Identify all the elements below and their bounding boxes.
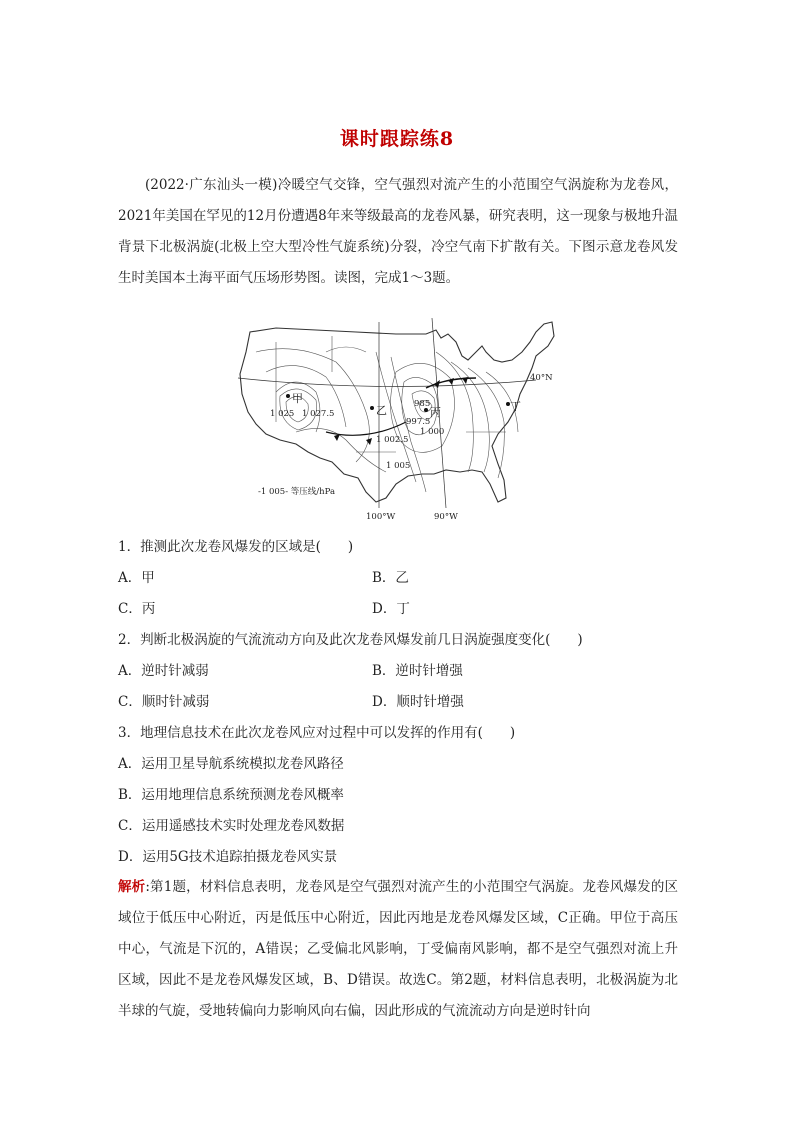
question-3-option-a[interactable]: A．运用卫星导航系统模拟龙卷风路径 [118,756,344,772]
intro-paragraph: (2022·广东汕头一模)冷暖空气交锋，空气强烈对流产生的小范围空气涡旋称为龙卷风，2021年美国在罕见的12月份遭遇8年来等级最高的龙卷风暴，研究表明，这一现象与极地升温背景下北极涡旋(北极上空大型冷性气旋系统)分裂，冷空气南下扩散有关。下图示意龙卷风发生时美国本土海平面气压场形势图。读图，完成1～3题。 [118,177,678,286]
lon-100w-label: 100°W [366,512,396,522]
label-jia: 甲 [292,392,303,405]
isobar-1005: 1 005 [386,461,411,471]
question-2-stem: 2．判断北极涡旋的气流流动方向及此次龙卷风爆发前几日涡旋强度变化( ) [118,632,583,648]
question-2-option-a[interactable]: A．逆时针减弱 [118,663,209,679]
question-1-option-a[interactable]: A．甲 [118,570,155,586]
map-legend: -1 005- 等压线/hPa [258,487,336,497]
lat-40n-label: 40°N [530,373,553,383]
label-yi: 乙 [376,404,387,417]
analysis-label: 解析 [118,879,146,895]
question-1-option-d[interactable]: D．丁 [372,601,410,617]
question-2-option-d[interactable]: D．顺时针增强 [372,694,464,710]
question-3-option-b[interactable]: B．运用地理信息系统预测龙卷风概率 [118,787,344,803]
question-3-option-c[interactable]: C．运用遥感技术实时处理龙卷风数据 [118,818,345,834]
question-1-option-c[interactable]: C．丙 [118,601,156,617]
lon-90w-label: 90°W [434,512,458,522]
isobar-1025: 1 025 [270,409,295,419]
pressure-map [236,312,556,524]
isobar-1002: 1 002.5 [376,435,409,445]
question-2-option-b[interactable]: B．逆时针增强 [372,663,463,679]
question-3-option-d[interactable]: D．运用5G技术追踪拍摄龙卷风实景 [118,849,338,865]
question-3-stem: 3．地理信息技术在此次龙卷风应对过程中可以发挥的作用有( ) [118,725,516,741]
page-title: 课时跟踪练8 [339,128,455,150]
question-2-option-c[interactable]: C．顺时针减弱 [118,694,210,710]
analysis-paragraph [118,872,678,1027]
question-1-option-b[interactable]: B．乙 [372,570,409,586]
label-ding: 丁 [510,400,521,413]
isobar-985: 985 [414,399,431,409]
question-1-stem: 1．推测此次龙卷风爆发的区域是( ) [118,539,354,555]
isobar-1027: 1 027.5 [302,409,335,419]
label-bing: 丙 [430,406,441,419]
isobar-1000: 1 000 [420,427,445,437]
isobar-997: 997.5 [406,417,431,427]
analysis-text: :第1题，材料信息表明，龙卷风是空气强烈对流产生的小范围空气涡旋。龙卷风爆发的区域位于低压中心附近，丙是低压中心附近，因此丙地是龙卷风爆发区域，C正确。甲位于高压中心，气流是下沉的，A错误；乙受偏北风影响，丁受偏南风影响，都不是空气强烈对流上升区域，因此不是龙卷风爆发区域，B、D错误。故选C。第2题，材料信息表明，北极涡旋为北半球的气旋，受地转偏向力影响风向右偏，因此形成的气流流动方向是逆时针向 [118,879,679,1019]
